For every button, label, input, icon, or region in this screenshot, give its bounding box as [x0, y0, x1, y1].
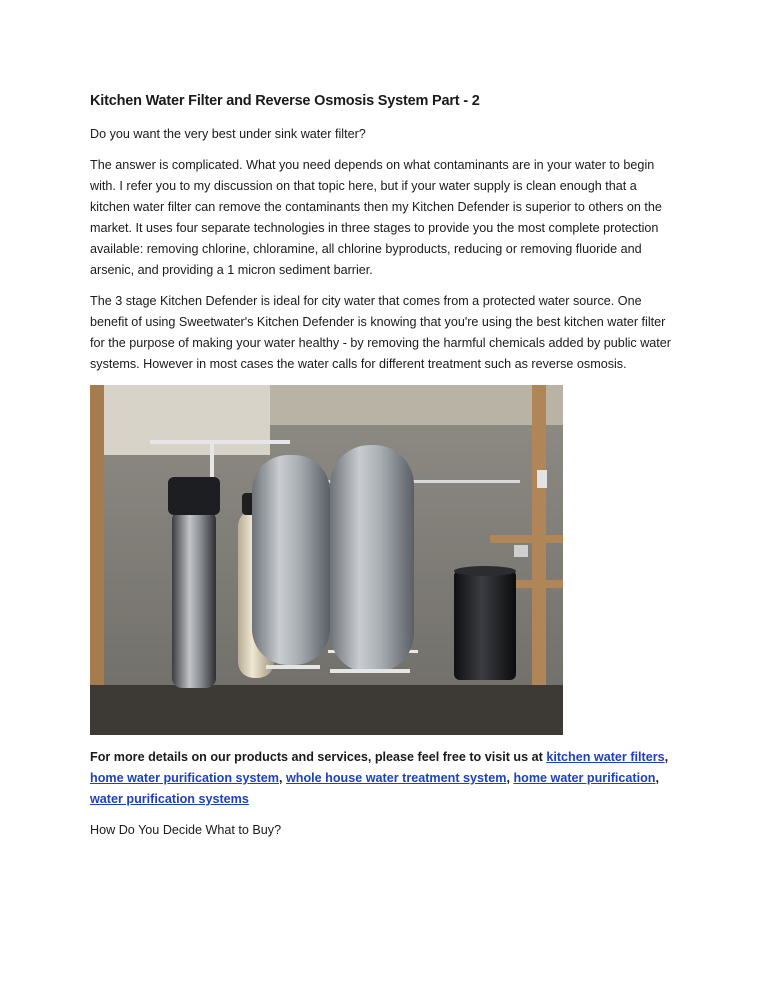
water-treatment-photo	[90, 385, 563, 735]
link-separator: ,	[278, 771, 286, 785]
document-page	[90, 92, 680, 851]
paragraph-answer: The answer is complicated. What you need depends on what contaminants are in your water to begin with. I refer you to my discussion on that topic here, but if your water supply is clean enough that a kitchen water filter can remove the contaminants then my Kitchen Defender is superior to others on the market. It uses four separate technologies in three stages to provide you the most complete protection available: removing chlorine, chloramine, all chlorine byproducts, reducing or removing fluoride and arsenic, and providing a 1 micron sediment barrier.	[90, 158, 662, 277]
intro-question: Do you want the very best under sink water filter?	[90, 127, 366, 141]
link-home-water-purification[interactable]: home water purification	[513, 771, 656, 785]
document-title: Kitchen Water Filter and Reverse Osmosis System Part - 2	[90, 93, 480, 109]
link-separator: ,	[506, 771, 514, 785]
paragraph-kitchen-defender: The 3 stage Kitchen Defender is ideal for city water that comes from a protected water source. One benefit of using Sweetwater's Kitchen Defender is knowing that you're using the best kitchen water filter for the purpose of making your water healthy - by removing the harmful chemicals added by public water systems. However in most cases the water calls for different treatment such as reverse osmosis.	[90, 294, 672, 371]
link-home-water-purification-system[interactable]: home water purification system	[90, 771, 279, 785]
link-kitchen-water-filters[interactable]: kitchen water filters	[546, 750, 665, 764]
links-intro: For more details on our products and services, please feel free to visit us at	[90, 750, 547, 764]
link-whole-house-water-treatment-system[interactable]: whole house water treatment system	[285, 771, 507, 785]
product-links-paragraph	[90, 747, 680, 810]
closing-question: How Do You Decide What to Buy?	[90, 823, 282, 837]
link-separator: ,	[664, 750, 669, 764]
link-water-purification-systems[interactable]: water purification systems	[90, 792, 249, 806]
link-separator: ,	[655, 771, 659, 785]
